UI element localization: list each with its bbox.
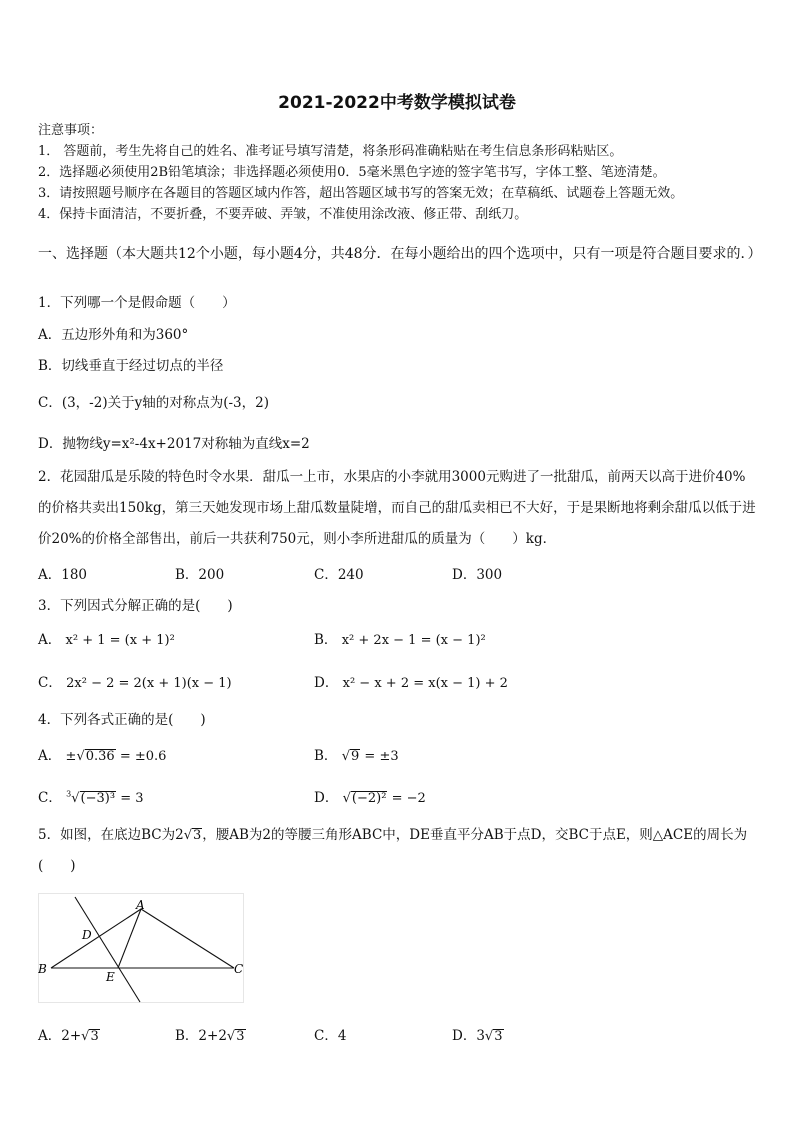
q3-a-formula: x² + 1 = (x + 1)² (65, 633, 175, 648)
perpendicular-bisector-de (75, 897, 140, 1002)
q3-b-formula: x² + 2x − 1 = (x − 1)² (341, 633, 486, 648)
sqrt-sign: √ (341, 749, 351, 764)
formula-rest: = 3 (116, 791, 144, 806)
q2-option-b: B．200 (175, 567, 225, 583)
q1-option-d: D．抛物线y=x²-4x+2017对称轴为直线x=2 (38, 436, 310, 452)
sqrt-sign: √ (71, 791, 80, 806)
q4-option-b (314, 744, 399, 764)
radicand: (−2)² (351, 791, 387, 806)
notice-item-2: 2．选择题必须使用2B铅笔填涂；非选择题必须使用0．5毫米黑色字迹的签字笔书写，字体工整、笔迹清楚。 (38, 165, 666, 180)
point-label-b: B (38, 962, 47, 976)
q1-option-c: C．(3，-2)关于y轴的对称点为(-3，2) (38, 395, 270, 411)
q4-c-formula (66, 791, 143, 806)
q5-stem-part-a: 5．如图，在底边BC为2 (38, 827, 184, 843)
q4-b-formula (342, 749, 399, 764)
radicand: 3 (192, 828, 202, 843)
option-label: B． (314, 748, 338, 764)
section-heading: 一、选择题（本大题共12个小题，每小题4分，共48分．在每小题给出的四个选项中，只有一项是符合题目要求的．） (38, 246, 762, 262)
plus-minus: ± (65, 749, 77, 764)
q3-c-formula: 2x² − 2 = 2(x + 1)(x − 1) (66, 676, 232, 691)
q5-option-d (452, 1024, 504, 1044)
q2-option-a: A．180 (38, 567, 88, 583)
option-label: A． (38, 632, 62, 648)
q3-option-c (38, 671, 232, 691)
point-label-d: D (82, 928, 92, 942)
option-label: D． (314, 675, 339, 691)
segment-ac (141, 909, 234, 968)
formula-rest: = −2 (387, 791, 426, 806)
sqrt-sign: √ (76, 749, 85, 764)
q3-option-a (38, 628, 175, 648)
option-label: C． (38, 790, 62, 806)
q5-stem (38, 820, 758, 882)
q2-stem: 2．花园甜瓜是乐陵的特色时令水果．甜瓜一上市，水果店的小李就用3000元购进了一批甜瓜，前两天以高于进价40%的价格共卖出150kg，第三天她发现市场上甜瓜数量陡增，而自己的甜瓜卖相已不大好，于是果断地将剩余甜瓜以低于进价20%的价格全部售出，前后一共获利750元，则小李所进甜瓜的质量为（ ）kg． (38, 469, 756, 547)
point-label-e: E (106, 970, 115, 984)
sqrt-sign: √ (183, 828, 192, 843)
point-label-c: C (234, 962, 244, 976)
q5-stem-part-b: ，腰AB为2的等腰三角形ABC中，DE垂直平分AB于点D，交BC于点E，则△ACE的周长为( ) (38, 827, 748, 874)
option-label: B．2+2 (175, 1028, 227, 1044)
option-label: D．3 (452, 1028, 485, 1044)
radicand: (−3)³ (80, 791, 116, 806)
point-label-a: A (136, 898, 145, 912)
q2-option-d: D．300 (452, 567, 503, 583)
notice-heading: 注意事项： (38, 123, 104, 138)
sqrt-sign: √ (226, 1029, 236, 1044)
notice-block (38, 120, 683, 225)
q3-option-d (314, 671, 508, 691)
formula-rest: = ±0.6 (115, 749, 167, 764)
q5-option-b (175, 1024, 246, 1044)
root-index: 3 (66, 789, 72, 799)
q3-d-formula: x² − x + 2 = x(x − 1) + 2 (342, 676, 508, 691)
option-label: A． (38, 748, 62, 764)
formula-rest: = ±3 (360, 749, 399, 764)
option-label: A．2+ (38, 1028, 82, 1044)
q5-option-c: C．4 (314, 1028, 347, 1044)
q5-option-a (38, 1024, 100, 1044)
q1-option-a: A．五边形外角和为360° (38, 327, 189, 343)
q1-stem: 1．下列哪一个是假命题（ ） (38, 295, 236, 311)
q4-option-d (314, 786, 426, 806)
sqrt-sign: √ (342, 791, 351, 806)
sqrt-sign: √ (484, 1029, 494, 1044)
q4-option-a (38, 744, 166, 764)
radicand: 3 (90, 1029, 99, 1044)
q4-d-formula (343, 791, 426, 806)
option-label: C． (38, 675, 62, 691)
option-label: B． (314, 632, 338, 648)
q5-figure (38, 893, 244, 1003)
q2-option-c: C．240 (314, 567, 364, 583)
q3-option-b (314, 628, 486, 648)
radicand: 3 (236, 1029, 245, 1044)
page-title: 2021-2022中考数学模拟试卷 (278, 93, 516, 113)
q4-a-formula (66, 749, 167, 764)
notice-item-3: 3．请按照题号顺序在各题目的答题区域内作答，超出答题区域书写的答案无效；在草稿纸、试题卷上答题无效。 (38, 186, 684, 201)
radicand: 3 (494, 1029, 503, 1044)
q3-stem: 3．下列因式分解正确的是( ) (38, 598, 233, 614)
q4-stem: 4．下列各式正确的是( ) (38, 712, 206, 728)
q4-option-c (38, 786, 144, 806)
segment-ae (118, 909, 141, 968)
segment-ab (51, 909, 141, 968)
notice-item-4: 4．保持卡面清洁，不要折叠，不要弄破、弄皱，不准使用涂改液、修正带、刮纸刀。 (38, 207, 528, 222)
option-label: D． (314, 790, 339, 806)
sqrt-sign: √ (81, 1029, 90, 1044)
notice-item-1: 1． 答题前，考生先将自己的姓名、准考证号填写清楚，将条形码准确粘贴在考生信息条形码粘贴区。 (38, 144, 623, 159)
radicand: 9 (351, 749, 360, 764)
q1-option-b: B．切线垂直于经过切点的半径 (38, 358, 224, 374)
radicand: 0.36 (85, 749, 115, 764)
